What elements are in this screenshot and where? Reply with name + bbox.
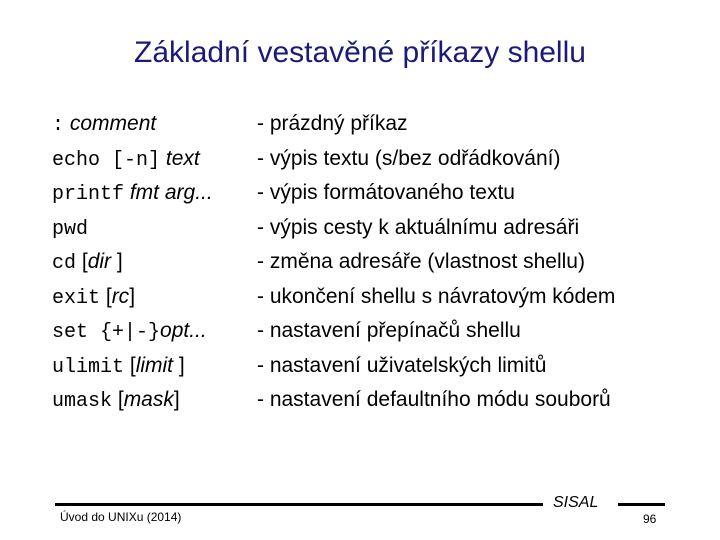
command-part: rc [111,284,130,308]
footer-divider [55,503,543,506]
command-description: - změna adresáře (vlastnost shellu) [257,250,585,273]
command-row [52,177,692,212]
command-row [52,281,692,316]
command-syntax [52,147,200,172]
command-part: opt... [160,319,207,342]
command-part: ] [173,353,185,377]
footer-divider-right [618,503,665,506]
command-list [52,108,692,419]
page-number: 96 [643,512,657,526]
command-part: text [160,146,200,170]
command-row [52,350,692,385]
command-syntax [52,285,135,310]
command-part: umask [52,390,113,413]
command-part: limit [135,353,174,377]
command-syntax [52,354,185,379]
command-part: [ [112,388,124,411]
command-part: cd [52,252,77,275]
command-syntax [52,388,180,413]
command-part: mask [123,388,174,411]
command-part: [ [76,250,88,273]
command-part: ] [111,250,123,273]
command-description: - prázdný příkaz [257,112,408,135]
command-row [52,246,692,281]
command-part: [ [100,284,112,308]
command-part: : [52,114,65,137]
command-syntax [52,181,213,206]
command-part: [ [124,353,136,377]
command-row [52,384,692,419]
command-part: pwd [52,217,89,241]
command-description: - výpis formátovaného textu [257,181,515,204]
command-syntax [52,112,156,137]
command-part: dir [87,250,112,273]
command-description: - nastavení uživatelských limitů [257,353,547,377]
command-row [52,212,692,247]
command-description: - nastavení defaultního módu souborů [257,388,611,411]
command-part: printf [52,183,125,206]
command-description: - výpis cesty k aktuálnímu adresáři [257,215,580,239]
command-part: ] [173,388,180,411]
command-syntax [52,216,88,241]
command-part: echo [-n] [52,148,161,172]
footer-brand: SISAL [553,494,599,511]
command-row [52,315,692,350]
command-description: - nastavení přepínačů shellu [257,319,521,342]
command-row [52,108,692,143]
command-part: ulimit [52,355,125,379]
command-description: - ukončení shellu s návratovým kódem [257,284,616,308]
command-description: - výpis textu (s/bez odřádkování) [257,146,561,170]
command-part: comment [64,112,157,135]
footer-course: Úvod do UNIXu (2014) [60,510,182,524]
slide-title: Základní vestavěné příkazy shellu [134,36,586,69]
command-part: {+|-} [88,321,161,344]
command-row [52,143,692,178]
command-part: fmt arg... [124,181,213,204]
command-part: ] [129,284,136,308]
command-part: set [52,321,89,344]
command-syntax [52,319,207,344]
command-part: exit [52,286,101,310]
command-syntax [52,250,123,275]
